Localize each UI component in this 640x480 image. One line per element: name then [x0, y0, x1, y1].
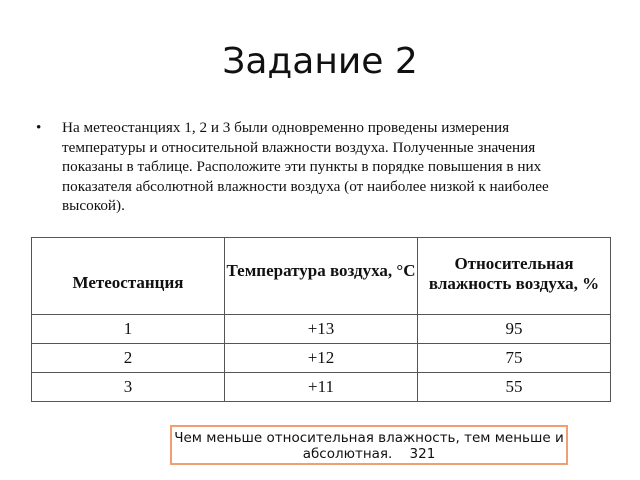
task-bullet — [36, 118, 596, 216]
header-humidity-label: Относительная влажность воздуха, % — [428, 254, 600, 293]
table-header-row — [32, 238, 611, 315]
temperature-cell: +13 — [225, 315, 418, 344]
answer-code: 321 — [409, 446, 436, 462]
humidity-cell: 95 — [418, 315, 611, 344]
humidity-cell: 75 — [418, 344, 611, 373]
temperature-cell: +11 — [225, 373, 418, 402]
header-temperature — [225, 238, 418, 315]
table-row — [32, 315, 611, 344]
bullet-marker: • — [36, 119, 42, 136]
temperature-cell: +12 — [225, 344, 418, 373]
station-cell: 3 — [32, 373, 225, 402]
answer-box — [170, 425, 568, 465]
header-humidity — [418, 238, 611, 315]
answer-explanation: Чем меньше относительная влажность, тем меньше и абсолютная. — [174, 430, 564, 462]
measurements-table — [31, 237, 611, 402]
station-cell: 1 — [32, 315, 225, 344]
table-row — [32, 344, 611, 373]
header-temperature-label: Температура воздуха, °С — [226, 261, 416, 280]
table-row — [32, 373, 611, 402]
header-station-label: Метеостанция — [72, 273, 184, 292]
slide-title: Задание 2 — [222, 41, 418, 82]
task-text: На метеостанциях 1, 2 и 3 были одновременно проведены измерения температуры и относительной влажности воздуха. Полученные значения показаны в таблице. Расположите эти пункты в порядке повышения в них показателя абсолютной влажности воздуха (от наиболее низкой к наиболее высокой). — [62, 119, 549, 214]
station-cell: 2 — [32, 344, 225, 373]
humidity-cell: 55 — [418, 373, 611, 402]
header-station — [32, 238, 225, 315]
